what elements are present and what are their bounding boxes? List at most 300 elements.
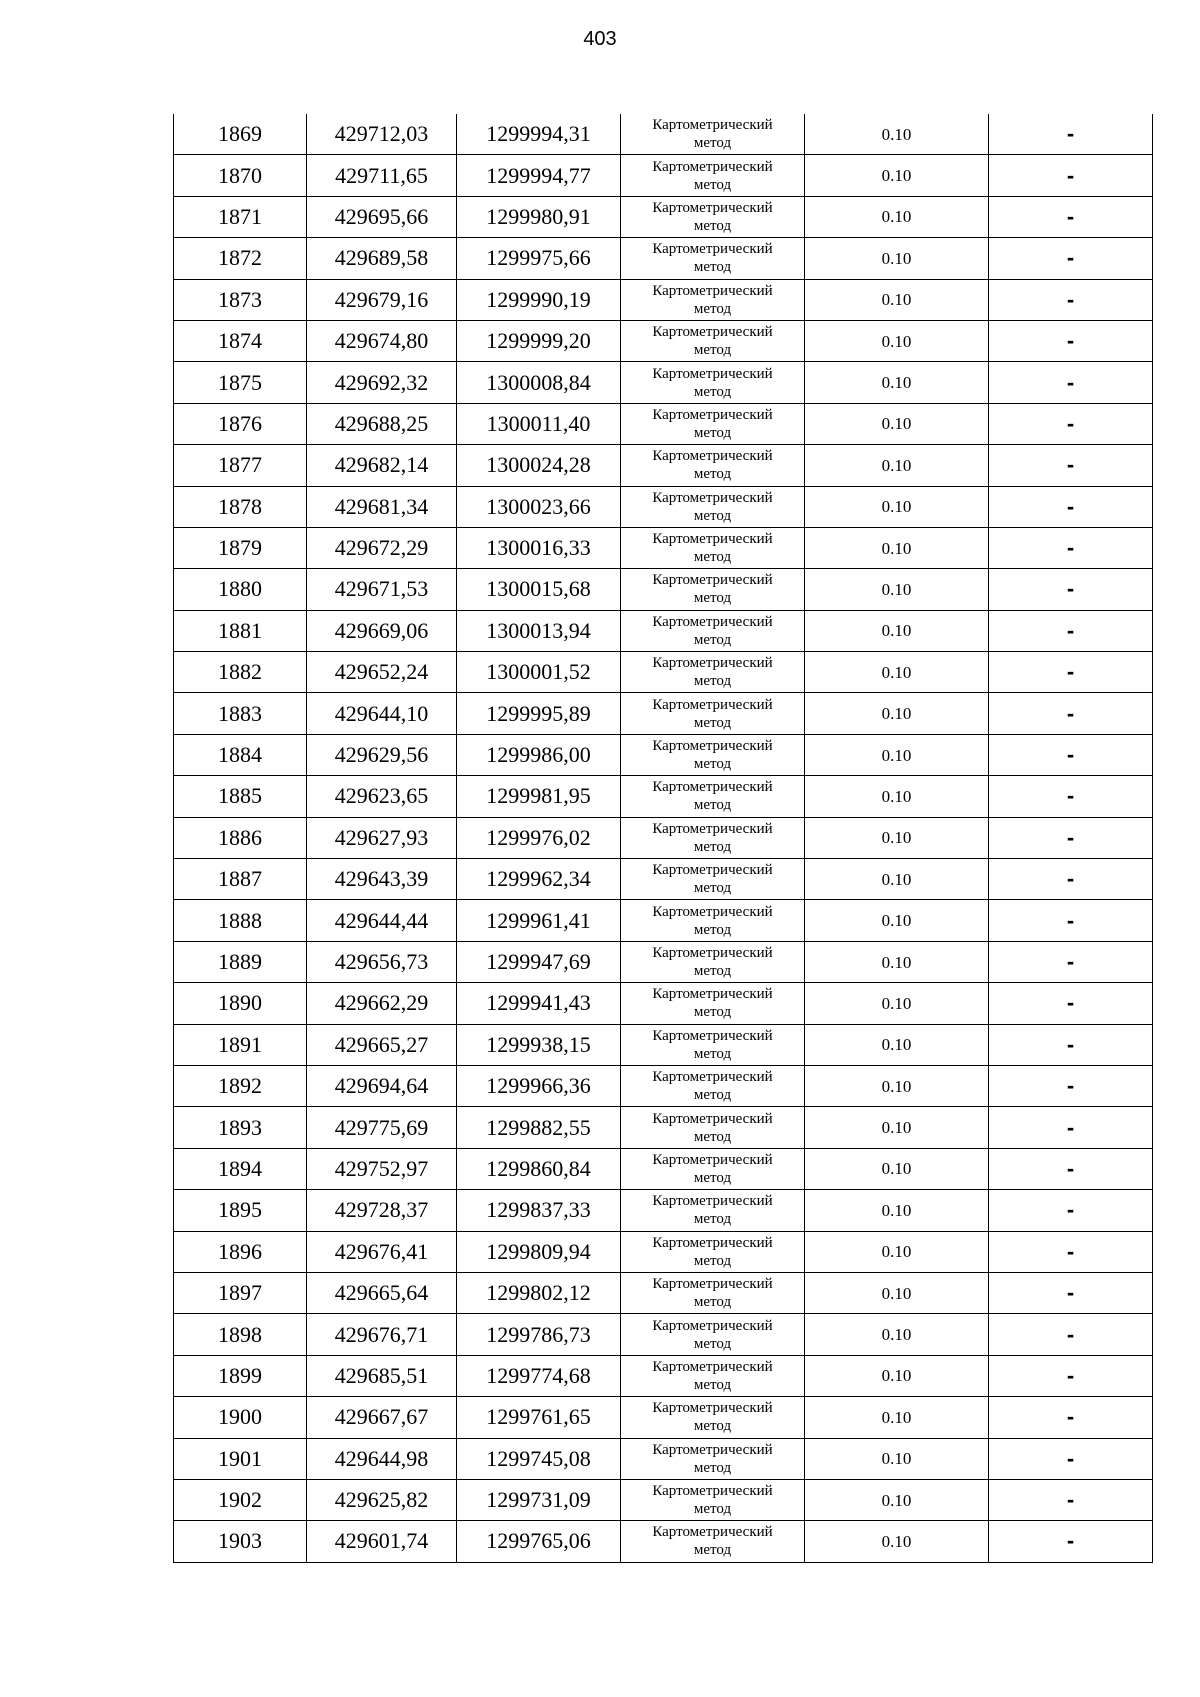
method-line-1: Картометрический xyxy=(652,282,773,299)
point-number-cell: 1884 xyxy=(174,734,307,775)
point-number-cell: 1872 xyxy=(174,238,307,279)
method-line-2: метод xyxy=(693,590,732,607)
x-coordinate-cell: 429662,29 xyxy=(307,983,457,1024)
y-coordinate-cell: 1299961,41 xyxy=(457,900,621,941)
table-row xyxy=(174,900,1153,941)
method-cell xyxy=(621,859,805,900)
page-number: 403 xyxy=(583,28,617,50)
note-cell: - xyxy=(989,238,1153,279)
note-cell: - xyxy=(989,817,1153,858)
y-coordinate-cell: 1299938,15 xyxy=(457,1024,621,1065)
note-cell: - xyxy=(989,1231,1153,1272)
y-coordinate-cell: 1300024,28 xyxy=(457,445,621,486)
table-row xyxy=(174,445,1153,486)
method-line-1: Картометрический xyxy=(652,489,773,506)
method-cell xyxy=(621,1355,805,1396)
note-cell: - xyxy=(989,1438,1153,1479)
method-line-2: метод xyxy=(693,631,732,648)
method-line-1: Картометрический xyxy=(652,1151,773,1168)
point-number-cell: 1897 xyxy=(174,1272,307,1313)
x-coordinate-cell: 429728,37 xyxy=(307,1190,457,1231)
y-coordinate-cell: 1299994,77 xyxy=(457,155,621,196)
x-coordinate-cell: 429685,51 xyxy=(307,1355,457,1396)
note-cell: - xyxy=(989,652,1153,693)
method-cell xyxy=(621,1438,805,1479)
method-line-2: метод xyxy=(693,507,732,524)
method-line-1: Картометрический xyxy=(652,696,773,713)
note-cell: - xyxy=(989,859,1153,900)
method-line-1: Картометрический xyxy=(652,820,773,837)
table-row xyxy=(174,320,1153,361)
accuracy-cell: 0.10 xyxy=(805,1355,989,1396)
table-row xyxy=(174,1190,1153,1231)
point-number-cell: 1879 xyxy=(174,527,307,568)
method-line-1: Картометрический xyxy=(652,738,773,755)
method-line-1: Картометрический xyxy=(652,531,773,548)
y-coordinate-cell: 1300011,40 xyxy=(457,403,621,444)
method-cell xyxy=(621,114,805,155)
accuracy-cell: 0.10 xyxy=(805,114,989,155)
method-line-2: метод xyxy=(693,1087,732,1104)
x-coordinate-cell: 429688,25 xyxy=(307,403,457,444)
accuracy-cell: 0.10 xyxy=(805,569,989,610)
method-line-2: метод xyxy=(693,797,732,814)
note-cell: - xyxy=(989,320,1153,361)
accuracy-cell: 0.10 xyxy=(805,652,989,693)
note-cell: - xyxy=(989,445,1153,486)
method-cell xyxy=(621,900,805,941)
method-line-2: метод xyxy=(693,838,732,855)
y-coordinate-cell: 1299802,12 xyxy=(457,1272,621,1313)
point-number-cell: 1887 xyxy=(174,859,307,900)
method-line-1: Картометрический xyxy=(652,448,773,465)
y-coordinate-cell: 1299731,09 xyxy=(457,1479,621,1520)
accuracy-cell: 0.10 xyxy=(805,320,989,361)
accuracy-cell: 0.10 xyxy=(805,1065,989,1106)
y-coordinate-cell: 1300015,68 xyxy=(457,569,621,610)
y-coordinate-cell: 1300023,66 xyxy=(457,486,621,527)
method-line-2: метод xyxy=(693,424,732,441)
table-row xyxy=(174,238,1153,279)
x-coordinate-cell: 429656,73 xyxy=(307,941,457,982)
method-cell xyxy=(621,320,805,361)
accuracy-cell: 0.10 xyxy=(805,1479,989,1520)
method-cell xyxy=(621,610,805,651)
y-coordinate-cell: 1299966,36 xyxy=(457,1065,621,1106)
accuracy-cell: 0.10 xyxy=(805,1397,989,1438)
y-coordinate-cell: 1299882,55 xyxy=(457,1107,621,1148)
note-cell: - xyxy=(989,900,1153,941)
table-row xyxy=(174,734,1153,775)
point-number-cell: 1902 xyxy=(174,1479,307,1520)
method-line-1: Картометрический xyxy=(652,1110,773,1127)
x-coordinate-cell: 429676,41 xyxy=(307,1231,457,1272)
accuracy-cell: 0.10 xyxy=(805,1148,989,1189)
method-line-1: Картометрический xyxy=(652,1193,773,1210)
note-cell: - xyxy=(989,983,1153,1024)
point-number-cell: 1892 xyxy=(174,1065,307,1106)
point-number-cell: 1883 xyxy=(174,693,307,734)
method-line-2: метод xyxy=(693,549,732,566)
x-coordinate-cell: 429665,27 xyxy=(307,1024,457,1065)
method-line-1: Картометрический xyxy=(652,862,773,879)
accuracy-cell: 0.10 xyxy=(805,859,989,900)
point-number-cell: 1894 xyxy=(174,1148,307,1189)
table-row xyxy=(174,527,1153,568)
accuracy-cell: 0.10 xyxy=(805,983,989,1024)
accuracy-cell: 0.10 xyxy=(805,1521,989,1562)
method-cell xyxy=(621,734,805,775)
point-number-cell: 1890 xyxy=(174,983,307,1024)
method-line-2: метод xyxy=(693,1045,732,1062)
note-cell: - xyxy=(989,279,1153,320)
note-cell: - xyxy=(989,1107,1153,1148)
table-row xyxy=(174,1272,1153,1313)
table-row xyxy=(174,859,1153,900)
table-row xyxy=(174,279,1153,320)
accuracy-cell: 0.10 xyxy=(805,610,989,651)
point-number-cell: 1880 xyxy=(174,569,307,610)
table-row xyxy=(174,403,1153,444)
x-coordinate-cell: 429629,56 xyxy=(307,734,457,775)
x-coordinate-cell: 429681,34 xyxy=(307,486,457,527)
table-row xyxy=(174,1065,1153,1106)
table-row xyxy=(174,817,1153,858)
point-number-cell: 1881 xyxy=(174,610,307,651)
method-cell xyxy=(621,403,805,444)
point-number-cell: 1874 xyxy=(174,320,307,361)
note-cell: - xyxy=(989,362,1153,403)
method-line-2: метод xyxy=(693,466,732,483)
point-number-cell: 1870 xyxy=(174,155,307,196)
x-coordinate-cell: 429644,10 xyxy=(307,693,457,734)
note-cell: - xyxy=(989,1479,1153,1520)
table-row xyxy=(174,983,1153,1024)
x-coordinate-cell: 429689,58 xyxy=(307,238,457,279)
table-row xyxy=(174,1148,1153,1189)
y-coordinate-cell: 1299761,65 xyxy=(457,1397,621,1438)
accuracy-cell: 0.10 xyxy=(805,155,989,196)
y-coordinate-cell: 1299947,69 xyxy=(457,941,621,982)
table-row xyxy=(174,1397,1153,1438)
method-line-1: Картометрический xyxy=(652,1441,773,1458)
method-line-1: Картометрический xyxy=(652,613,773,630)
accuracy-cell: 0.10 xyxy=(805,1024,989,1065)
note-cell: - xyxy=(989,734,1153,775)
method-line-2: метод xyxy=(693,259,732,276)
note-cell: - xyxy=(989,1272,1153,1313)
method-cell xyxy=(621,362,805,403)
table-row xyxy=(174,362,1153,403)
method-line-1: Картометрический xyxy=(652,1069,773,1086)
x-coordinate-cell: 429752,97 xyxy=(307,1148,457,1189)
point-number-cell: 1888 xyxy=(174,900,307,941)
method-line-1: Картометрический xyxy=(652,986,773,1003)
note-cell: - xyxy=(989,1190,1153,1231)
method-line-2: метод xyxy=(693,135,732,152)
y-coordinate-cell: 1299837,33 xyxy=(457,1190,621,1231)
method-line-2: метод xyxy=(693,1004,732,1021)
accuracy-cell: 0.10 xyxy=(805,279,989,320)
point-number-cell: 1882 xyxy=(174,652,307,693)
method-line-2: метод xyxy=(693,880,732,897)
point-number-cell: 1889 xyxy=(174,941,307,982)
method-cell xyxy=(621,1272,805,1313)
accuracy-cell: 0.10 xyxy=(805,362,989,403)
method-line-1: Картометрический xyxy=(652,241,773,258)
method-cell xyxy=(621,569,805,610)
x-coordinate-cell: 429644,44 xyxy=(307,900,457,941)
method-cell xyxy=(621,1024,805,1065)
method-line-2: метод xyxy=(693,921,732,938)
method-line-2: метод xyxy=(693,1459,732,1476)
y-coordinate-cell: 1300008,84 xyxy=(457,362,621,403)
table-row xyxy=(174,569,1153,610)
method-line-2: метод xyxy=(693,1211,732,1228)
y-coordinate-cell: 1299981,95 xyxy=(457,776,621,817)
note-cell: - xyxy=(989,693,1153,734)
x-coordinate-cell: 429682,14 xyxy=(307,445,457,486)
y-coordinate-cell: 1299765,06 xyxy=(457,1521,621,1562)
accuracy-cell: 0.10 xyxy=(805,445,989,486)
method-line-2: метод xyxy=(693,383,732,400)
point-number-cell: 1877 xyxy=(174,445,307,486)
y-coordinate-cell: 1300013,94 xyxy=(457,610,621,651)
y-coordinate-cell: 1299994,31 xyxy=(457,114,621,155)
table-row xyxy=(174,486,1153,527)
y-coordinate-cell: 1300001,52 xyxy=(457,652,621,693)
x-coordinate-cell: 429676,71 xyxy=(307,1314,457,1355)
y-coordinate-cell: 1299986,00 xyxy=(457,734,621,775)
point-number-cell: 1869 xyxy=(174,114,307,155)
method-line-1: Картометрический xyxy=(652,1400,773,1417)
table-row xyxy=(174,776,1153,817)
method-line-1: Картометрический xyxy=(652,365,773,382)
method-cell xyxy=(621,652,805,693)
method-line-2: метод xyxy=(693,1418,732,1435)
y-coordinate-cell: 1299999,20 xyxy=(457,320,621,361)
y-coordinate-cell: 1299975,66 xyxy=(457,238,621,279)
method-cell xyxy=(621,486,805,527)
method-cell xyxy=(621,983,805,1024)
y-coordinate-cell: 1299976,02 xyxy=(457,817,621,858)
method-line-2: метод xyxy=(693,714,732,731)
y-coordinate-cell: 1299745,08 xyxy=(457,1438,621,1479)
accuracy-cell: 0.10 xyxy=(805,1272,989,1313)
note-cell: - xyxy=(989,1521,1153,1562)
x-coordinate-cell: 429644,98 xyxy=(307,1438,457,1479)
method-line-1: Картометрический xyxy=(652,779,773,796)
accuracy-cell: 0.10 xyxy=(805,900,989,941)
point-number-cell: 1886 xyxy=(174,817,307,858)
method-line-1: Картометрический xyxy=(652,199,773,216)
method-line-1: Картометрический xyxy=(652,1524,773,1541)
y-coordinate-cell: 1299990,19 xyxy=(457,279,621,320)
method-cell xyxy=(621,1190,805,1231)
method-line-1: Картометрический xyxy=(652,324,773,341)
point-number-cell: 1893 xyxy=(174,1107,307,1148)
accuracy-cell: 0.10 xyxy=(805,1314,989,1355)
table-row xyxy=(174,1479,1153,1520)
x-coordinate-cell: 429665,64 xyxy=(307,1272,457,1313)
method-cell xyxy=(621,1148,805,1189)
accuracy-cell: 0.10 xyxy=(805,776,989,817)
accuracy-cell: 0.10 xyxy=(805,1190,989,1231)
method-line-2: метод xyxy=(693,1252,732,1269)
accuracy-cell: 0.10 xyxy=(805,196,989,237)
accuracy-cell: 0.10 xyxy=(805,486,989,527)
accuracy-cell: 0.10 xyxy=(805,734,989,775)
note-cell: - xyxy=(989,1065,1153,1106)
method-line-2: метод xyxy=(693,1169,732,1186)
note-cell: - xyxy=(989,1397,1153,1438)
method-line-2: метод xyxy=(693,756,732,773)
x-coordinate-cell: 429694,64 xyxy=(307,1065,457,1106)
table-row xyxy=(174,1314,1153,1355)
point-number-cell: 1900 xyxy=(174,1397,307,1438)
method-line-2: метод xyxy=(693,1542,732,1559)
point-number-cell: 1899 xyxy=(174,1355,307,1396)
method-line-1: Картометрический xyxy=(652,117,773,134)
note-cell: - xyxy=(989,1024,1153,1065)
x-coordinate-cell: 429679,16 xyxy=(307,279,457,320)
method-cell xyxy=(621,776,805,817)
method-cell xyxy=(621,1065,805,1106)
method-line-1: Картометрический xyxy=(652,1358,773,1375)
accuracy-cell: 0.10 xyxy=(805,1107,989,1148)
method-line-1: Картометрический xyxy=(652,158,773,175)
method-line-1: Картометрический xyxy=(652,406,773,423)
x-coordinate-cell: 429671,53 xyxy=(307,569,457,610)
point-number-cell: 1875 xyxy=(174,362,307,403)
method-cell xyxy=(621,155,805,196)
method-cell xyxy=(621,1231,805,1272)
table-row xyxy=(174,1521,1153,1562)
x-coordinate-cell: 429712,03 xyxy=(307,114,457,155)
point-number-cell: 1895 xyxy=(174,1190,307,1231)
y-coordinate-cell: 1299786,73 xyxy=(457,1314,621,1355)
method-line-1: Картометрический xyxy=(652,945,773,961)
method-line-1: Картометрический xyxy=(652,1317,773,1334)
table-row xyxy=(174,1355,1153,1396)
point-number-cell: 1898 xyxy=(174,1314,307,1355)
coordinates-table xyxy=(173,114,1153,1563)
x-coordinate-cell: 429625,82 xyxy=(307,1479,457,1520)
note-cell: - xyxy=(989,610,1153,651)
method-cell xyxy=(621,527,805,568)
table-row xyxy=(174,1024,1153,1065)
method-line-2: метод xyxy=(693,1501,732,1518)
table-body xyxy=(174,114,1153,1562)
accuracy-cell: 0.10 xyxy=(805,1438,989,1479)
x-coordinate-cell: 429672,29 xyxy=(307,527,457,568)
method-line-2: метод xyxy=(693,1335,732,1352)
table-row xyxy=(174,1438,1153,1479)
x-coordinate-cell: 429627,93 xyxy=(307,817,457,858)
x-coordinate-cell: 429601,74 xyxy=(307,1521,457,1562)
method-line-1: Картометрический xyxy=(652,655,773,672)
method-cell xyxy=(621,1107,805,1148)
note-cell: - xyxy=(989,776,1153,817)
method-line-2: метод xyxy=(693,176,732,193)
method-line-1: Картометрический xyxy=(652,572,773,589)
method-cell xyxy=(621,693,805,734)
method-cell xyxy=(621,445,805,486)
accuracy-cell: 0.10 xyxy=(805,238,989,279)
x-coordinate-cell: 429775,69 xyxy=(307,1107,457,1148)
method-cell xyxy=(621,1397,805,1438)
x-coordinate-cell: 429669,06 xyxy=(307,610,457,651)
y-coordinate-cell: 1299809,94 xyxy=(457,1231,621,1272)
method-cell xyxy=(621,238,805,279)
y-coordinate-cell: 1299774,68 xyxy=(457,1355,621,1396)
method-line-1: Картометрический xyxy=(652,1276,773,1293)
x-coordinate-cell: 429692,32 xyxy=(307,362,457,403)
method-cell xyxy=(621,817,805,858)
note-cell: - xyxy=(989,527,1153,568)
point-number-cell: 1903 xyxy=(174,1521,307,1562)
point-number-cell: 1876 xyxy=(174,403,307,444)
method-cell xyxy=(621,279,805,320)
table-row xyxy=(174,1107,1153,1148)
method-line-2: метод xyxy=(693,673,732,690)
y-coordinate-cell: 1299860,84 xyxy=(457,1148,621,1189)
note-cell: - xyxy=(989,114,1153,155)
note-cell: - xyxy=(989,941,1153,982)
method-line-2: метод xyxy=(693,1376,732,1393)
accuracy-cell: 0.10 xyxy=(805,941,989,982)
method-cell xyxy=(621,1521,805,1562)
x-coordinate-cell: 429674,80 xyxy=(307,320,457,361)
note-cell: - xyxy=(989,569,1153,610)
accuracy-cell: 0.10 xyxy=(805,817,989,858)
table-row xyxy=(174,155,1153,196)
method-line-2: метод xyxy=(693,300,732,317)
x-coordinate-cell: 429667,67 xyxy=(307,1397,457,1438)
method-line-2: метод xyxy=(693,963,732,979)
method-line-1: Картометрический xyxy=(652,903,773,920)
point-number-cell: 1878 xyxy=(174,486,307,527)
x-coordinate-cell: 429695,66 xyxy=(307,196,457,237)
x-coordinate-cell: 429643,39 xyxy=(307,859,457,900)
method-line-2: метод xyxy=(693,1128,732,1145)
table-row xyxy=(174,196,1153,237)
table-row xyxy=(174,610,1153,651)
method-cell xyxy=(621,1479,805,1520)
table-row xyxy=(174,941,1153,982)
method-cell xyxy=(621,941,805,982)
accuracy-cell: 0.10 xyxy=(805,693,989,734)
x-coordinate-cell: 429711,65 xyxy=(307,155,457,196)
point-number-cell: 1871 xyxy=(174,196,307,237)
note-cell: - xyxy=(989,196,1153,237)
point-number-cell: 1873 xyxy=(174,279,307,320)
note-cell: - xyxy=(989,486,1153,527)
note-cell: - xyxy=(989,1148,1153,1189)
accuracy-cell: 0.10 xyxy=(805,1231,989,1272)
point-number-cell: 1901 xyxy=(174,1438,307,1479)
method-cell xyxy=(621,1314,805,1355)
table-row xyxy=(174,652,1153,693)
y-coordinate-cell: 1299980,91 xyxy=(457,196,621,237)
x-coordinate-cell: 429623,65 xyxy=(307,776,457,817)
point-number-cell: 1896 xyxy=(174,1231,307,1272)
y-coordinate-cell: 1299962,34 xyxy=(457,859,621,900)
method-line-1: Картометрический xyxy=(652,1234,773,1251)
method-line-1: Картометрический xyxy=(652,1027,773,1044)
method-cell xyxy=(621,196,805,237)
note-cell: - xyxy=(989,1355,1153,1396)
